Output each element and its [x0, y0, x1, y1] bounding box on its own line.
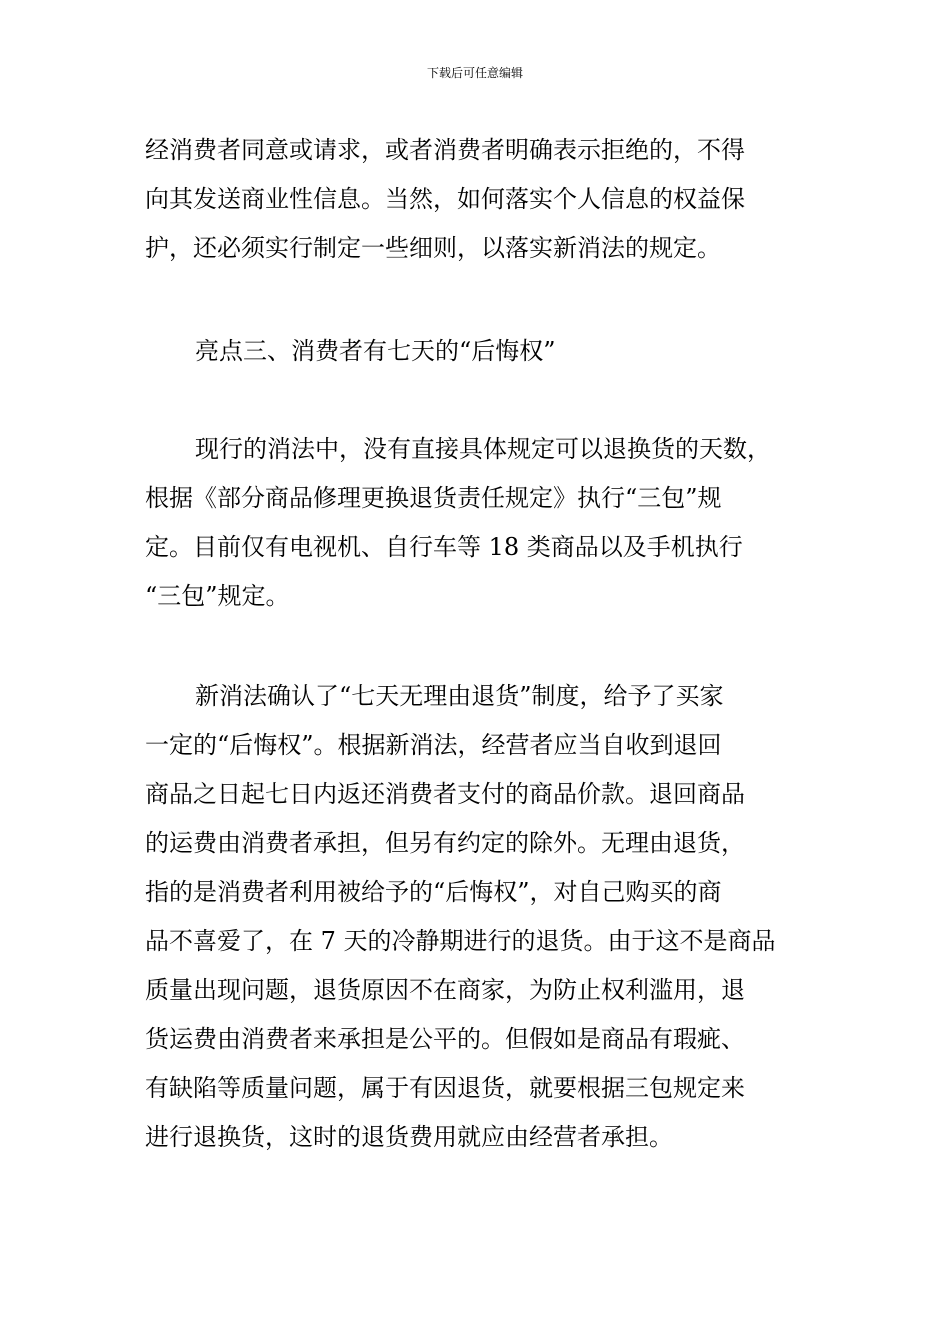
- section-heading: 亮点三、消费者有七天的“后悔权”: [195, 337, 556, 365]
- paragraph-1-line-1: 经消费者同意或请求，或者消费者明确表示拒绝的，不得: [145, 136, 745, 164]
- paragraph-3-line-2: 一定的“后悔权”。根据新消法，经营者应当自收到退回: [145, 731, 722, 759]
- paragraph-3-line-7: 质量出现问题，退货原因不在商家，为防止权利滥用，退: [145, 976, 745, 1004]
- paragraph-1-line-2: 向其发送商业性信息。当然，如何落实个人信息的权益保: [145, 185, 745, 213]
- paragraph-3-line-6: 品不喜爱了，在 7 天的冷静期进行的退货。由于这不是商品: [145, 927, 776, 955]
- paragraph-2-line-2: 根据《部分商品修理更换退货责任规定》执行“三包”规: [145, 484, 722, 512]
- paragraph-3-line-3: 商品之日起七日内返还消费者支付的商品价款。退回商品: [145, 780, 745, 808]
- paragraph-3-line-8: 货运费由消费者来承担是公平的。但假如是商品有瑕疵、: [145, 1025, 745, 1053]
- paragraph-1-line-3: 护，还必须实行制定一些细则，以落实新消法的规定。: [145, 234, 721, 262]
- paragraph-2-line-4: “三包”规定。: [145, 582, 290, 610]
- paragraph-3-line-1: 新消法确认了“七天无理由退货”制度，给予了买家: [195, 682, 724, 710]
- paragraph-3-line-10: 进行退换货，这时的退货费用就应由经营者承担。: [145, 1123, 673, 1151]
- paragraph-3-line-9: 有缺陷等质量问题，属于有因退货，就要根据三包规定来: [145, 1074, 745, 1102]
- page-header: 下载后可任意编辑: [426, 66, 523, 80]
- paragraph-3-line-4: 的运费由消费者承担，但另有约定的除外。无理由退货，: [145, 829, 745, 857]
- paragraph-2-line-3: 定。目前仅有电视机、自行车等 18 类商品以及手机执行: [145, 533, 743, 561]
- paragraph-3-line-5: 指的是消费者利用被给予的“后悔权”，对自己购买的商: [145, 878, 722, 906]
- paragraph-2-line-1: 现行的消法中，没有直接具体规定可以退换货的天数，: [195, 435, 771, 463]
